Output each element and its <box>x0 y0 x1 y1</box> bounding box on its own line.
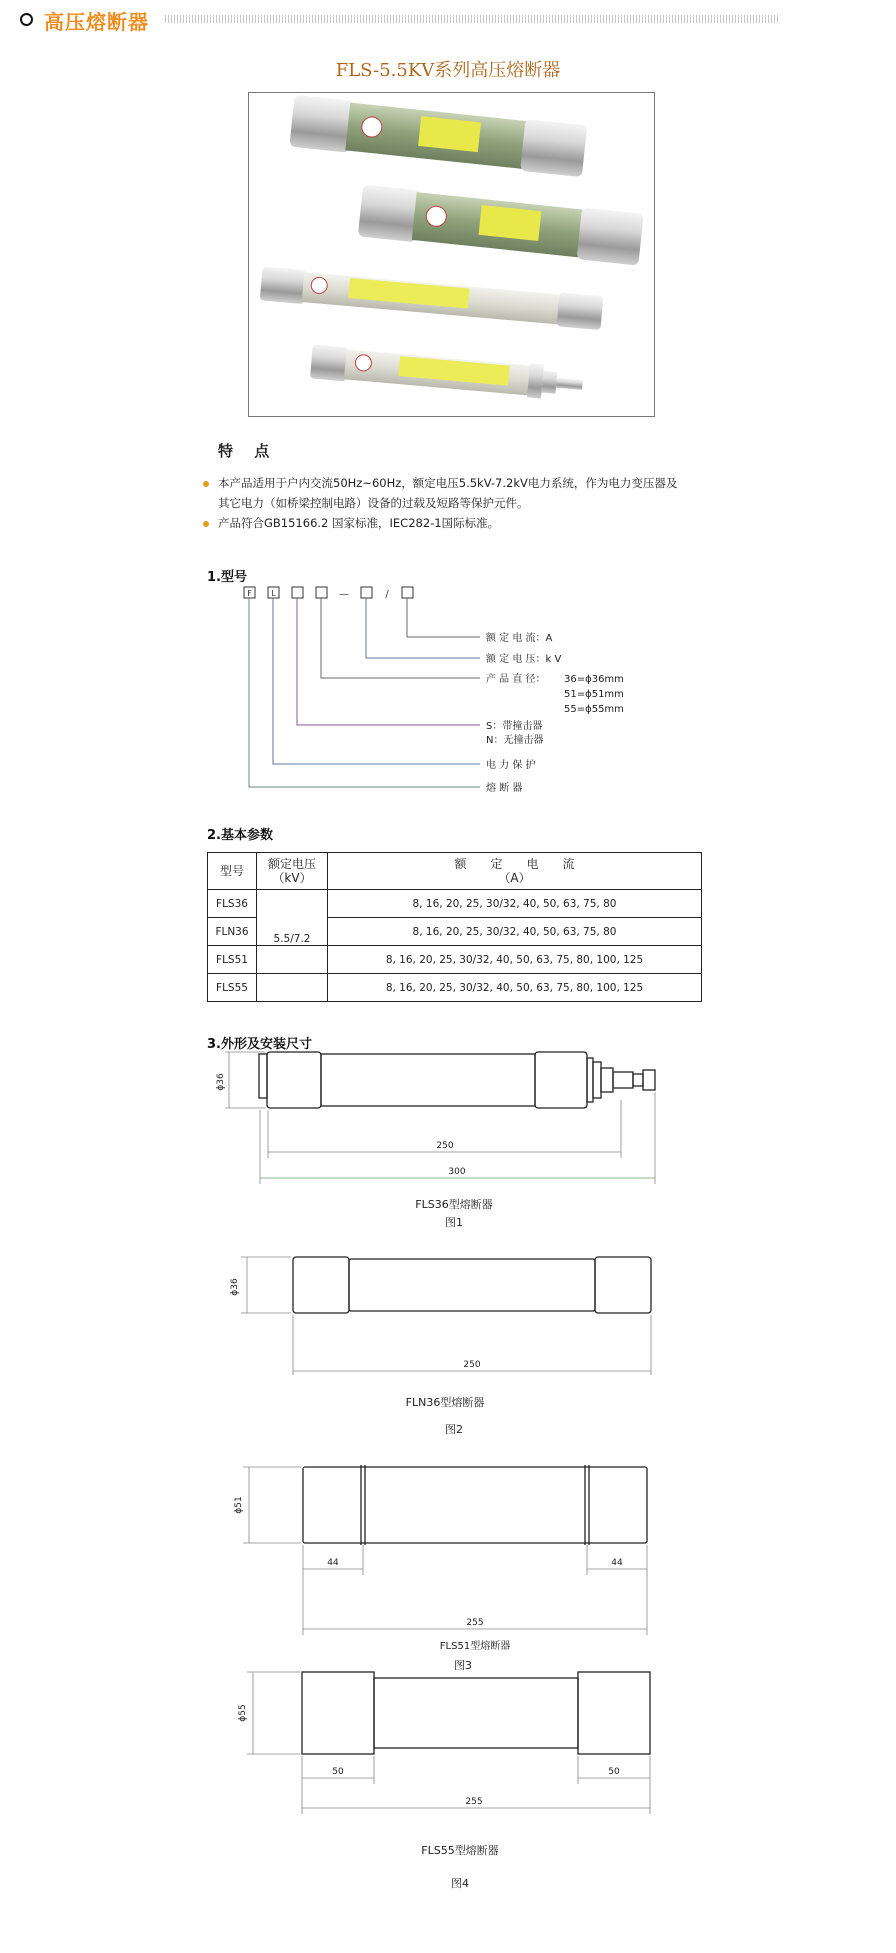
fig3-drawing <box>205 1465 705 1670</box>
th-voltage-l1: 额定电压 <box>267 857 316 871</box>
fig3-caption: 图3 <box>454 1659 472 1670</box>
fig3-end-r: 44 <box>611 1558 623 1568</box>
label-power: 电 力 保 护 <box>486 760 536 771</box>
model-code-diagram <box>200 585 660 800</box>
fig2-dia: ϕ36 <box>230 1278 240 1296</box>
fig1-drawing <box>205 1050 705 1240</box>
label-d55: 55=ϕ55mm <box>564 704 624 715</box>
label-voltage: 额 定 电 压：k V <box>486 654 562 665</box>
model-box-f: F <box>247 589 252 598</box>
cell-model: FLN36 <box>208 918 257 946</box>
fig4-end-l: 50 <box>332 1767 344 1777</box>
fig1-caption: 图1 <box>445 1216 463 1229</box>
fig4-end-r: 50 <box>608 1767 620 1777</box>
fig3-len-a: 255 <box>466 1618 484 1628</box>
params-table <box>207 852 702 1002</box>
table-row <box>208 946 702 974</box>
fig2-name: FLN36型熔断器 <box>405 1396 485 1409</box>
fig2-len-a: 250 <box>463 1360 481 1370</box>
cell-voltage: 5.5/7.2 <box>257 890 328 946</box>
label-fuse: 熔 断 器 <box>486 783 523 794</box>
th-model: 型号 <box>208 853 257 890</box>
label-d36: 36=ϕ36mm <box>564 674 624 685</box>
table-row <box>208 974 702 1002</box>
fig3-dia: ϕ51 <box>234 1496 244 1514</box>
th-current-l1: 额 定 电 流 <box>454 857 575 871</box>
feature-line-3: 产品符合GB15166.2 国家标准，IEC282-1国际标准。 <box>218 516 500 530</box>
section-title: 高压熔断器 <box>44 10 149 34</box>
cell-voltage-empty <box>257 946 328 974</box>
cell-voltage-empty <box>257 974 328 1002</box>
params-heading: 2.基本参数 <box>207 828 273 843</box>
fig4-drawing <box>205 1670 705 1910</box>
fig4-name: FLS55型熔断器 <box>421 1844 499 1857</box>
label-diameter: 产 品 直 径： <box>486 674 546 685</box>
cell-current: 8, 16, 20, 25, 30/32, 40, 50, 63, 75, 80, 100, 125 <box>328 946 702 974</box>
fig1-name: FLS36型熔断器 <box>415 1198 493 1211</box>
th-voltage <box>257 853 328 890</box>
header-bullet-icon <box>20 13 33 26</box>
model-heading: 1.型号 <box>207 570 247 585</box>
fig4-dia: ϕ55 <box>238 1704 248 1722</box>
fig2-caption: 图2 <box>445 1423 463 1435</box>
bullet-icon <box>203 521 209 527</box>
model-slash: / <box>385 589 389 600</box>
cell-current: 8, 16, 20, 25, 30/32, 40, 50, 63, 75, 80 <box>328 890 702 918</box>
cell-current: 8, 16, 20, 25, 30/32, 40, 50, 63, 75, 80 <box>328 918 702 946</box>
feature-line-1: 本产品适用于户内交流50Hz~60Hz，额定电压5.5kV-7.2kV电力系统，作为电力变压器及 <box>218 476 678 490</box>
feature-line-2: 其它电力（如桥梁控制电路）设备的过载及短路等保护元件。 <box>218 496 529 510</box>
cell-current: 8, 16, 20, 25, 30/32, 40, 50, 63, 75, 80, 100, 125 <box>328 974 702 1002</box>
product-photo <box>248 92 655 417</box>
fig1-len-a: 250 <box>436 1141 454 1151</box>
fig3-name: FLS51型熔断器 <box>439 1641 511 1652</box>
label-s-type: S：带撞击器 <box>486 721 543 732</box>
label-d51: 51=ϕ51mm <box>564 689 624 700</box>
dims-heading: 3.外形及安装尺寸 <box>207 1037 312 1052</box>
cell-model: FLS36 <box>208 890 257 918</box>
model-dash: — <box>339 589 349 600</box>
label-n-type: N：无撞击器 <box>486 735 544 746</box>
fig3-end-l: 44 <box>327 1558 339 1568</box>
fig4-caption: 图4 <box>451 1877 469 1890</box>
th-voltage-l2: （kV） <box>272 871 312 885</box>
fig4-len-a: 255 <box>465 1797 483 1807</box>
fig1-dia: ϕ36 <box>216 1073 226 1091</box>
th-current-l2: （A） <box>498 871 531 885</box>
cell-model: FLS51 <box>208 946 257 974</box>
fig2-drawing <box>205 1255 705 1435</box>
model-box-l: L <box>271 589 276 598</box>
fig1-len-b: 300 <box>448 1167 466 1177</box>
header-divider <box>165 15 780 23</box>
table-row <box>208 890 702 918</box>
bullet-icon <box>203 481 209 487</box>
fuses-illustration <box>249 93 654 416</box>
label-current: 额 定 电 流：A <box>486 633 553 644</box>
product-title: FLS-5.5KV系列高压熔断器 <box>335 60 561 81</box>
features-title: 特 点 <box>218 442 278 460</box>
cell-model: FLS55 <box>208 974 257 1002</box>
th-current <box>328 853 702 890</box>
